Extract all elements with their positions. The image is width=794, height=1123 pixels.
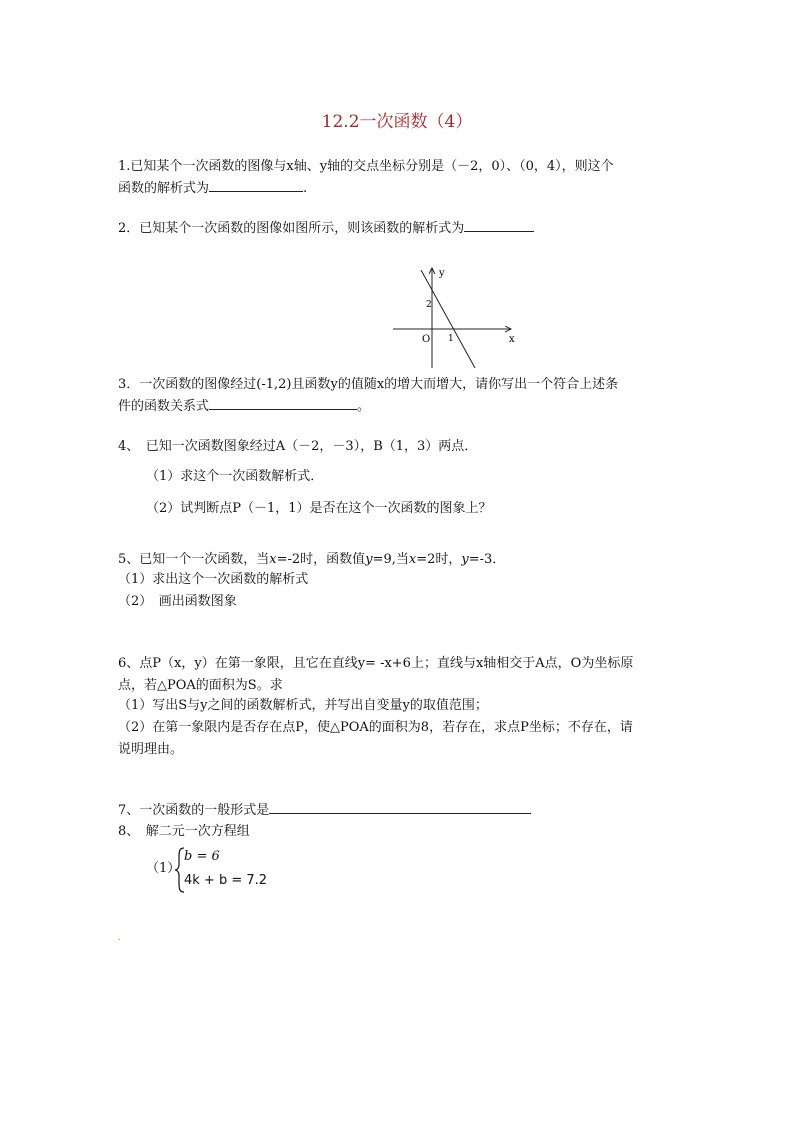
answer-blank-3[interactable] — [209, 397, 357, 410]
function-line — [421, 270, 475, 368]
question-1-line-2 — [118, 178, 307, 200]
question-5-part-1: （1）求出这个一次函数的解析式 — [118, 572, 309, 587]
question-6-part-2-line-2: 说明理由。 — [118, 742, 184, 757]
q5-text-3: =9,当 — [372, 552, 409, 567]
question-3-end: 。 — [357, 399, 371, 414]
answer-blank-1[interactable] — [209, 179, 303, 192]
x-axis-label: x — [509, 334, 515, 345]
question-2 — [118, 218, 534, 240]
question-6-part-1: （1）写出S与y之间的函数解析式，并写出自变量y的取值范围； — [118, 698, 488, 713]
question-5-stem — [118, 549, 505, 571]
footer-dot: . — [118, 932, 122, 943]
y-axis-label: y — [439, 268, 445, 279]
question-1-end: . — [303, 181, 308, 196]
q5-var-y-1: y — [365, 552, 373, 567]
question-6-part-2-line-1: （2）在第一象限内是否存在点P，使△POA的面积为8，若存在，求点P坐标；不存在，请 — [118, 720, 633, 735]
q5-text-2: =-2时，函数值 — [276, 552, 366, 567]
question-4-part-1: （1）求这个一次函数解析式． — [146, 469, 324, 484]
function-graph — [385, 262, 520, 372]
equation-1 — [184, 849, 220, 864]
origin-label: O — [422, 334, 431, 345]
question-3-line-1: 3．一次函数的图像经过(-1,2)且函数y的值随x的增大而增大，请你写出一个符合上述条 — [118, 377, 619, 392]
answer-blank-2[interactable] — [464, 219, 534, 232]
equation-2-text: 4k + b = 7.2 — [184, 873, 268, 888]
question-7 — [118, 800, 531, 822]
equation-2 — [184, 873, 267, 888]
answer-blank-7[interactable] — [269, 801, 531, 814]
question-3-line-2 — [118, 396, 370, 418]
question-8-stem: 8、 解二元一次方程组 — [118, 824, 250, 839]
question-1-prefix: 函数的解析式为 — [118, 181, 210, 196]
y-tick-label: 2 — [426, 300, 432, 310]
question-6-line-2: 点，若△POA的面积为S。求 — [118, 678, 283, 693]
question-3-prefix: 件的函数关系式 — [118, 399, 210, 414]
q5-text-4: =2时， — [416, 552, 462, 567]
q5-var-y-2: y — [461, 552, 469, 567]
q5-text-5: =-3． — [468, 552, 506, 567]
question-4-stem: 4、 已知一次函数图象经过A（－2，－3），B（1，3）两点． — [118, 439, 478, 454]
q5-var-x-2: x — [408, 552, 417, 567]
question-5-part-2: （2） 画出函数图象 — [118, 594, 237, 609]
x-tick-label: 1 — [448, 334, 454, 344]
q5-text-1: 5、已知一个一次函数，当 — [118, 552, 270, 567]
question-4-part-2: （2）试判断点P（－1，1）是否在这个一次函数的图象上？ — [146, 501, 492, 516]
question-8-label: （1） — [146, 861, 181, 876]
page-title: 12.2一次函数（4） — [321, 112, 473, 132]
question-1-line-1: 1.已知某个一次函数的图像与x轴、y轴的交点坐标分别是（－2，0）、（0，4），则这个 — [118, 159, 614, 174]
q5-var-x-1: x — [269, 552, 277, 567]
question-2-text: 2．已知某个一次函数的图像如图所示，则该函数的解析式为 — [118, 221, 465, 236]
question-7-text: 7、一次函数的一般形式是 — [118, 803, 270, 818]
equation-1-text: b = 6 — [184, 849, 220, 864]
question-6-line-1: 6、点P（x，y）在第一象限，且它在直线y= -x+6上；直线与x轴相交于A点，O为坐标原 — [118, 656, 634, 671]
